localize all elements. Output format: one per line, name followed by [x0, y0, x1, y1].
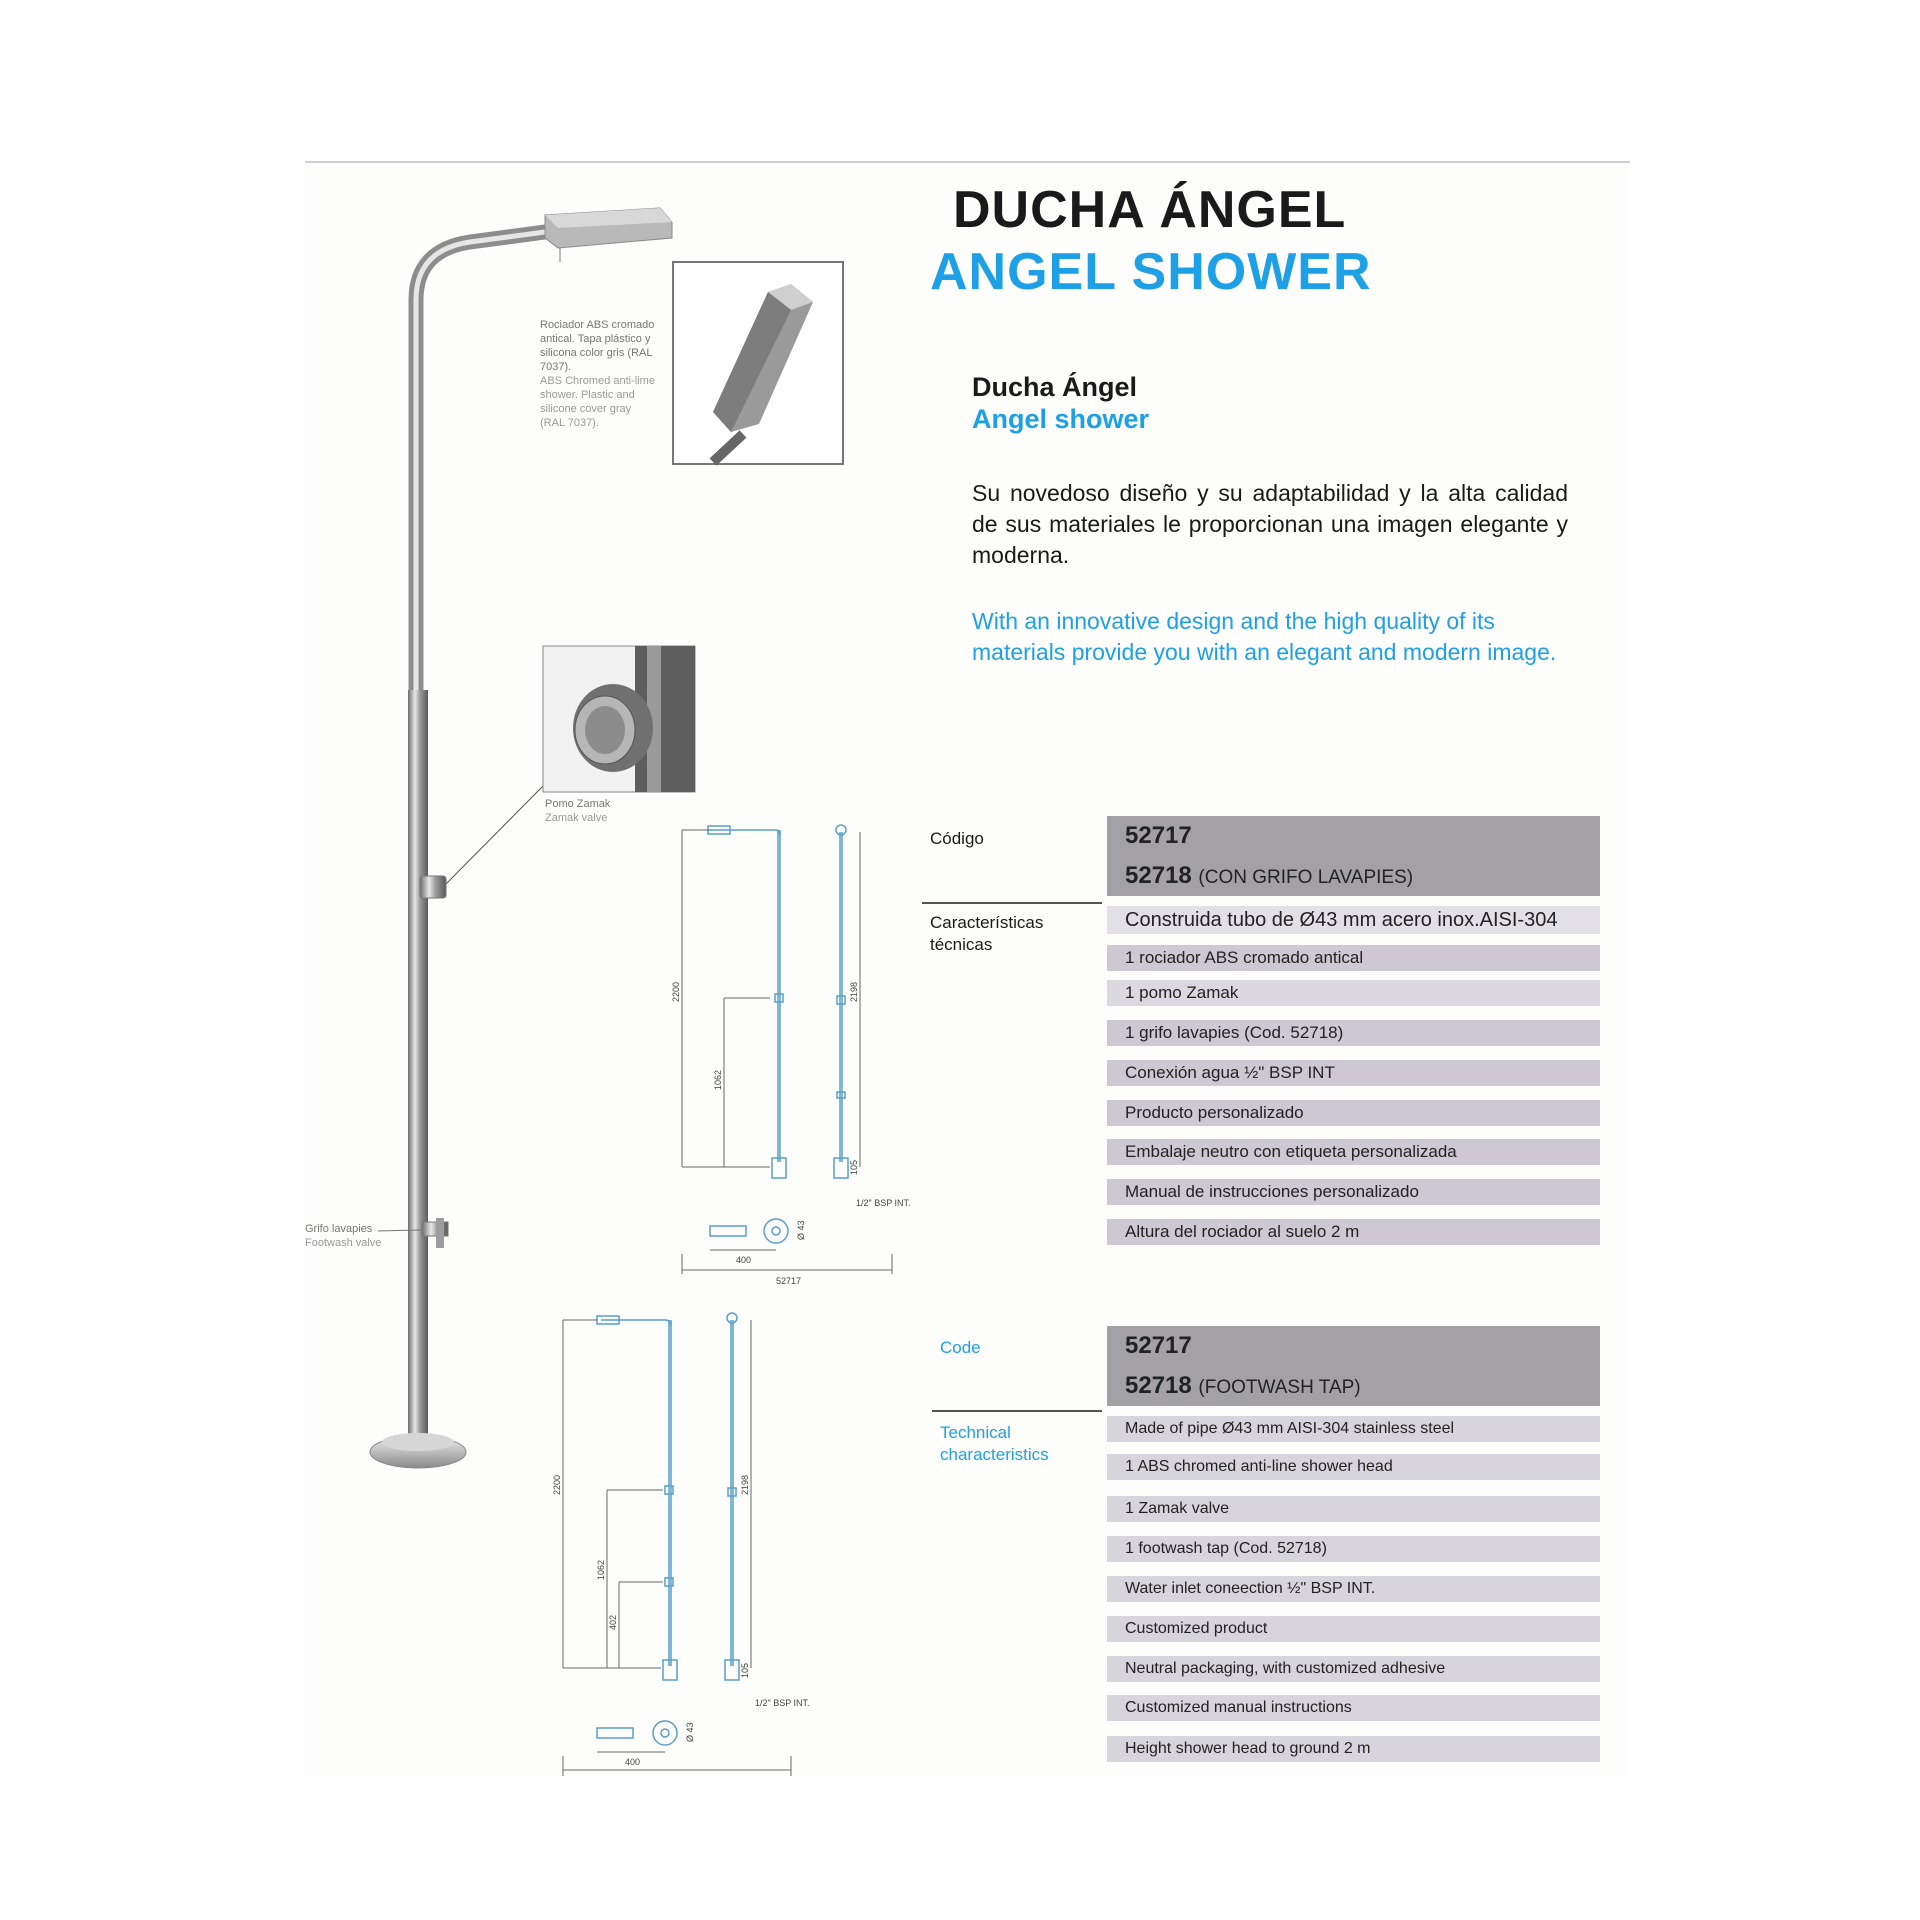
dim-tap-height: 402: [608, 1614, 618, 1630]
product-name-es: Ducha Ángel: [972, 372, 1138, 402]
footwash-note-es: Grifo lavapies: [305, 1223, 373, 1235]
spec-row-en: 1 ABS chromed anti-line shower head: [1107, 1454, 1600, 1480]
code-label-en: Code: [940, 1338, 981, 1357]
spec-row-en: Customized product: [1107, 1616, 1600, 1642]
label-separator-es: [922, 902, 1102, 904]
dim-alt-height: 2198: [849, 981, 859, 1002]
product-name-en: Angel shower: [972, 404, 1150, 434]
technical-drawing-52718: [552, 1310, 815, 1780]
valve-callout: [545, 797, 655, 825]
spec-row-es: Altura del rociador al suelo 2 m: [1107, 1219, 1600, 1245]
code-box-es: [1107, 816, 1600, 896]
code-52718-en: 52718 (FOOTWASH TAP): [1125, 1372, 1361, 1399]
tech-label-es: Características técnicas: [930, 913, 1044, 954]
code-52718-note-en: (FOOTWASH TAP): [1198, 1377, 1361, 1398]
spec-row-es: 1 grifo lavapies (Cod. 52718): [1107, 1020, 1600, 1046]
code-52718-es: 52718 (CON GRIFO LAVAPIES): [1125, 862, 1414, 889]
description-es: Su novedoso diseño y su adaptabilidad y la alta calidad de sus materiales le proporcionan una imagen elegante y moderna.: [972, 480, 1568, 568]
spec-row-es: Conexión agua ½" BSP INT: [1107, 1060, 1600, 1086]
title-english: ANGEL SHOWER: [930, 243, 1372, 301]
spec-row-en: 1 Zamak valve: [1107, 1496, 1600, 1522]
code-box-en: [1107, 1326, 1600, 1406]
spec-row-en: 1 footwash tap (Cod. 52718): [1107, 1536, 1600, 1562]
technical-drawing-52717: [670, 822, 910, 1292]
dim-total-height: 2200: [671, 981, 681, 1002]
spec-row-en: Height shower head to ground 2 m: [1107, 1736, 1600, 1762]
valve-detail-photo: [543, 646, 695, 792]
label-separator-en: [932, 1410, 1102, 1412]
spec-row-es: Construida tubo de Ø43 mm acero inox.AISI-304: [1107, 906, 1600, 934]
dim-connection-2: 1/2" BSP INT.: [755, 1698, 810, 1708]
tech-label-en: Technical characteristics: [940, 1423, 1049, 1464]
dim-arm-length-2: 400: [625, 1757, 641, 1767]
spec-row-en: Made of pipe Ø43 mm AISI-304 stainless steel: [1107, 1416, 1600, 1442]
shower-head-callout: [540, 318, 655, 430]
top-rule: [305, 161, 1630, 163]
spec-row-es: Embalaje neutro con etiqueta personalizada: [1107, 1139, 1600, 1165]
description-en: With an innovative design and the high quality of its materials provide you with an elegant and modern image.: [972, 608, 1557, 665]
drawing-model-label: 52717: [776, 1276, 802, 1286]
spec-row-en: Water inlet coneection ½" BSP INT.: [1107, 1576, 1600, 1602]
spec-row-es: 1 rociador ABS cromado antical: [1107, 945, 1600, 971]
dim-alt-height-2: 2198: [740, 1474, 750, 1495]
footwash-note-en: Footwash valve: [305, 1237, 382, 1249]
dim-base-height: 105: [849, 1159, 859, 1175]
dim-arm-length: 400: [736, 1255, 752, 1265]
code-label-es: Código: [930, 829, 984, 848]
spec-row-es: 1 pomo Zamak: [1107, 980, 1600, 1006]
shower-head-note-en: ABS Chromed anti-lime shower. Plastic and silicone cover gray (RAL 7037).: [540, 375, 655, 429]
dim-base-height-2: 105: [740, 1662, 750, 1678]
spec-row-es: Manual de instrucciones personalizado: [1107, 1179, 1600, 1205]
dim-valve-height-2: 1062: [596, 1559, 606, 1580]
dim-connection: 1/2" BSP INT.: [856, 1198, 911, 1208]
code-52717-en: 52717: [1125, 1332, 1192, 1359]
spec-row-es: Producto personalizado: [1107, 1100, 1600, 1126]
valve-note-en: Zamak valve: [545, 812, 608, 824]
title-spanish: DUCHA ÁNGEL: [953, 181, 1347, 239]
dim-total-height-2: 2200: [552, 1474, 562, 1495]
valve-note-es: Pomo Zamak: [545, 798, 611, 810]
code-52717-es: 52717: [1125, 822, 1192, 849]
dim-pipe-diameter: Ø 43: [796, 1220, 806, 1240]
dim-valve-height: 1062: [713, 1069, 723, 1090]
footwash-callout: [305, 1222, 395, 1250]
shower-head-note-es: Rociador ABS cromado antical. Tapa plástico y silicona color gris (RAL 7037).: [540, 319, 655, 373]
spec-row-en: Customized manual instructions: [1107, 1695, 1600, 1721]
shower-head-detail-photo: [673, 262, 843, 464]
code-52718-note-es: (CON GRIFO LAVAPIES): [1198, 867, 1414, 888]
dim-pipe-diameter-2: Ø 43: [685, 1722, 695, 1742]
spec-row-en: Neutral packaging, with customized adhesive: [1107, 1656, 1600, 1682]
